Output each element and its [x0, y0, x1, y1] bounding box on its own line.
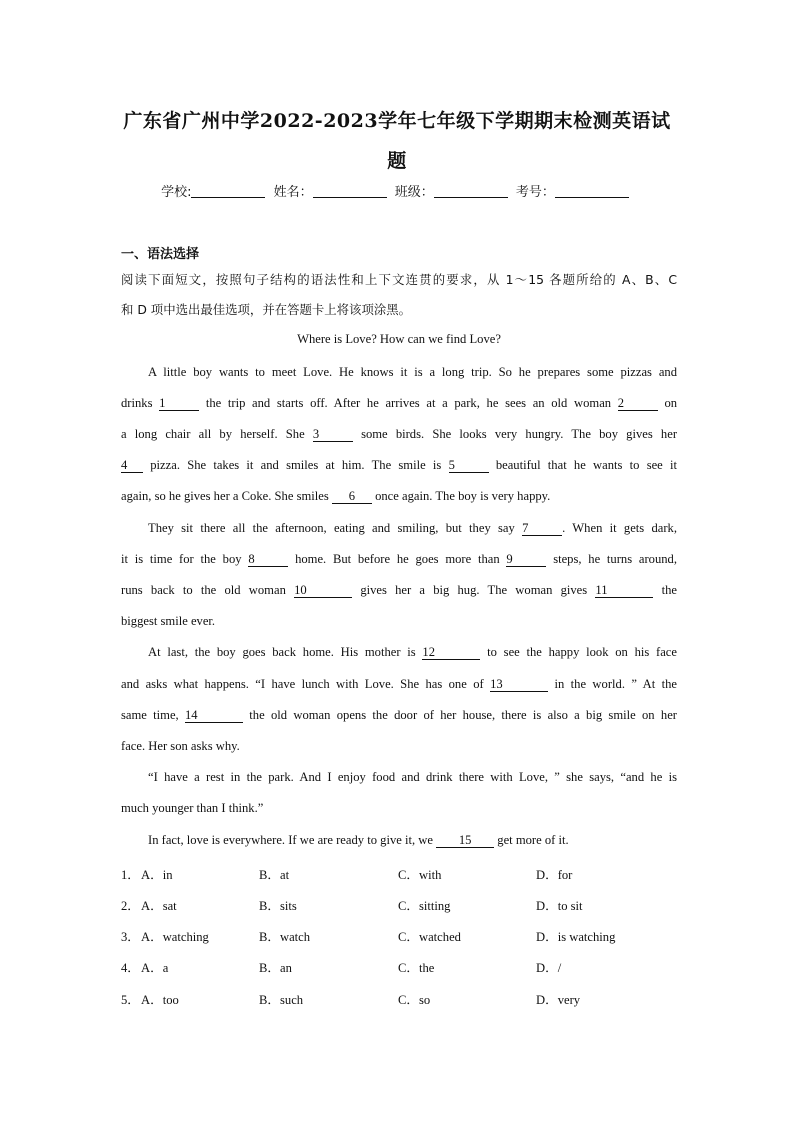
blank-15: 15 [436, 834, 494, 848]
passage-title: Where is Love? How can we find Love? [297, 332, 501, 346]
blank-9: 9 [506, 553, 546, 567]
school-blank [191, 185, 265, 198]
question-number: 1． [121, 868, 140, 882]
exam-title-line2: 题 [387, 150, 407, 172]
blank-13: 13 [490, 678, 548, 692]
exam-number-label: 考号： [515, 185, 555, 200]
option-d[interactable]: D．for [536, 868, 573, 882]
section-heading: 一、语法选择 [121, 247, 200, 262]
blank-1: 1 [159, 397, 199, 411]
instruction-line-1: 阅读下面短文，按照句子结构的语法性和上下文连贯的要求，从 1～15 各题所给的 A、B、C [121, 272, 677, 287]
option-d[interactable]: D．very [536, 993, 581, 1007]
blank-4: 4 [121, 459, 143, 473]
school-label: 学校: [161, 185, 192, 200]
passage-line: again, so he gives her a Coke. She smiles 6 once again. The boy is very happy. [121, 489, 551, 503]
blank-10: 10 [294, 584, 352, 598]
option-c[interactable]: C．so [398, 993, 431, 1007]
option-b[interactable]: B．watch [259, 930, 311, 944]
passage-line: 4 pizza. She takes it and smiles at him. The smile is 5 beautiful that he wants to see it [121, 458, 678, 472]
instruction-line-2: 和 D 项中选出最佳选项，并在答题卡上将该项涂黑。 [121, 302, 412, 317]
question-number: 4． [121, 961, 140, 975]
question-number: 2． [121, 899, 140, 913]
question-number: 3． [121, 930, 140, 944]
blank-14: 14 [185, 709, 243, 723]
passage-line: drinks 1 the trip and starts off. After he arrives at a park, he sees an old woman 2 on [121, 396, 678, 410]
name-label: 姓名： [273, 185, 313, 200]
option-d[interactable]: D．to sit [536, 899, 583, 913]
student-info-row [0, 181, 794, 200]
exam-title-line1: 广东省广州中学2022-2023学年七年级下学期期末检测英语试 [123, 110, 671, 132]
blank-3: 3 [313, 428, 353, 442]
passage-line: it is time for the boy 8 home. But before he goes more than 9 steps, he turns around, [121, 552, 677, 566]
blank-11: 11 [595, 584, 653, 598]
passage-line: “I have a rest in the park. And I enjoy food and drink there with Love, ” she says, “and he is [148, 770, 677, 784]
passage-line: They sit there all the afternoon, eating and smiling, but they say 7 . When it gets dark, [148, 521, 677, 535]
blank-12: 12 [422, 646, 480, 660]
option-a[interactable]: A．in [141, 868, 173, 882]
passage-line: a long chair all by herself. She 3 some birds. She looks very hungry. The boy gives her [121, 427, 678, 441]
option-d[interactable]: D．is watching [536, 930, 616, 944]
passage-line: At last, the boy goes back home. His mother is 12 to see the happy look on his face [148, 645, 677, 659]
option-d[interactable]: D．/ [536, 961, 562, 975]
option-b[interactable]: B．sits [259, 899, 297, 913]
option-a[interactable]: A．sat [141, 899, 177, 913]
option-b[interactable]: B．at [259, 868, 290, 882]
exam-number-blank [555, 185, 629, 198]
blank-2: 2 [618, 397, 658, 411]
blank-5: 5 [449, 459, 489, 473]
option-c[interactable]: C．the [398, 961, 435, 975]
blank-6: 6 [332, 490, 372, 504]
class-label: 班级： [394, 185, 434, 200]
option-c[interactable]: C．watched [398, 930, 461, 944]
name-blank [313, 185, 387, 198]
option-b[interactable]: B．an [259, 961, 292, 975]
passage-line: face. Her son asks why. [121, 739, 240, 753]
passage-line: and asks what happens. “I have lunch with Love. She has one of 13 in the world. ” At the [121, 677, 677, 691]
option-b[interactable]: B．such [259, 993, 304, 1007]
blank-8: 8 [248, 553, 288, 567]
class-blank [434, 185, 508, 198]
passage-line: In fact, love is everywhere. If we are ready to give it, we 15 get more of it. [148, 833, 569, 847]
option-c[interactable]: C．with [398, 868, 442, 882]
option-a[interactable]: A．too [141, 993, 179, 1007]
passage-line: A little boy wants to meet Love. He knows it is a long trip. So he prepares some pizzas and [148, 365, 677, 379]
option-c[interactable]: C．sitting [398, 899, 451, 913]
question-number: 5． [121, 993, 140, 1007]
option-a[interactable]: A．a [141, 961, 169, 975]
option-a[interactable]: A．watching [141, 930, 209, 944]
blank-7: 7 [522, 522, 562, 536]
passage-line: much younger than I think.” [121, 801, 264, 815]
passage-line: same time, 14 the old woman opens the door of her house, there is also a big smile on her [121, 708, 677, 722]
passage-line: runs back to the old woman 10 gives her a big hug. The woman gives 11 the [121, 583, 678, 597]
passage-line: biggest smile ever. [121, 614, 216, 628]
